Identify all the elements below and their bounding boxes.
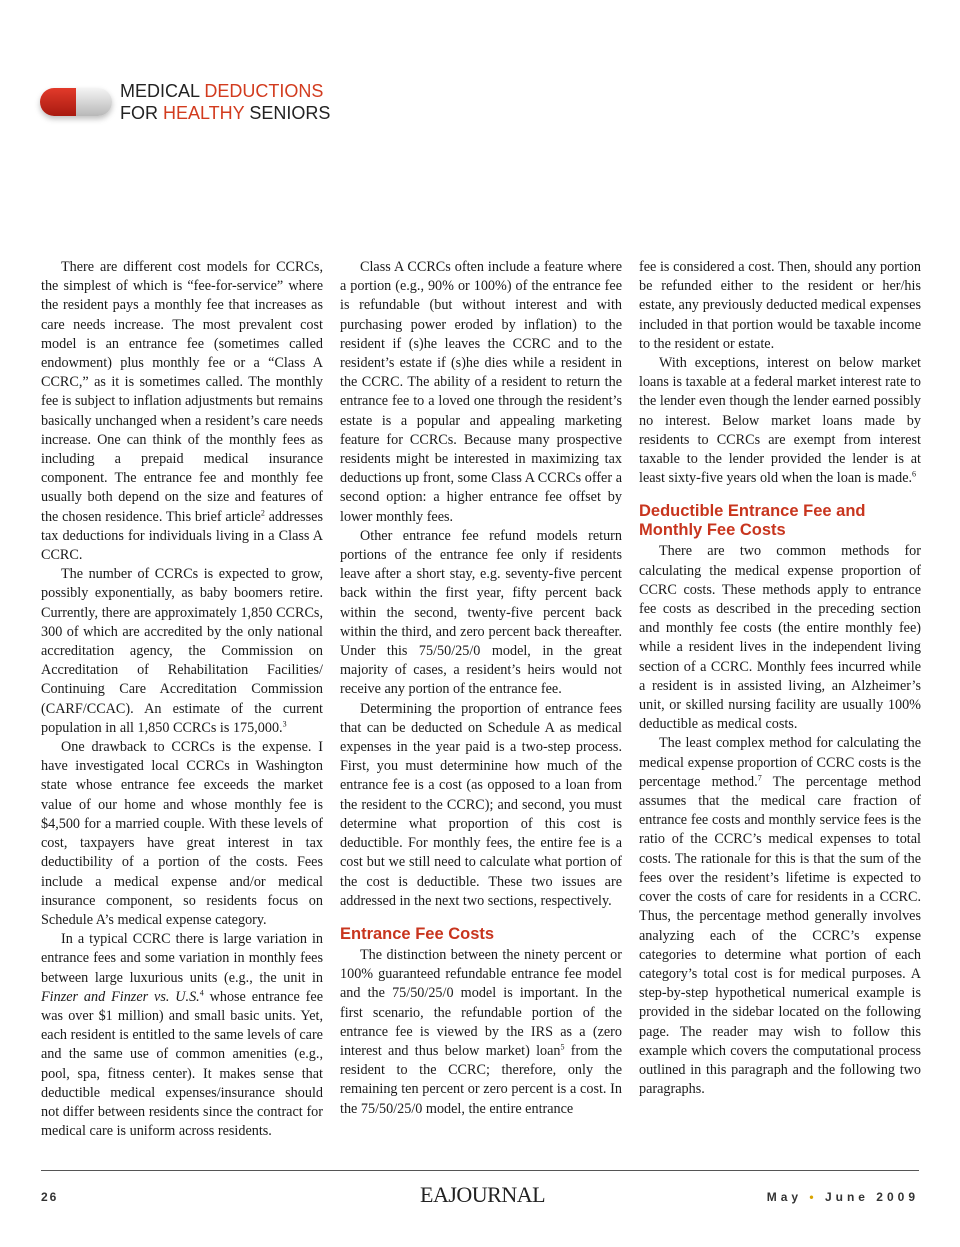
subheading: Deductible Entrance Fee and Monthly Fee Costs xyxy=(639,502,866,540)
paragraph: The distinction between the ninety percent or 100% guaranteed refundable entrance fee model and the 75/50/25/0 model is important. In the first scenario, the refundable portion of the entrance fee is viewed by the IRS as a (zero interest and thus below market) loan$^5$ from the resident to the CCRC; therefore, only the remaining ten percent or zero percent is a cost. In the 75/50/25/0 model, the entire entrance xyxy=(340,946,622,1117)
paragraph: Class A CCRCs often include a feature where a portion (e.g., 90% or 100%) of the entrance fee is refundable (but without interest and with purchasing power eroded by inflation) to the resident if (s)he leaves the CCRC and to the resident’s estate if (s)he dies while a resident in the CCRC. The ability of a resident to return the entrance fee to a loved one through the resident’s estate is a popular and appealing marketing feature for CCRCs. Because many prospective residents might be interested in maximizing tax deductions up front, some Class A CCRCs offer a second option: a higher entrance fee offset by lower monthly fees. xyxy=(340,259,622,525)
section-title: MEDICAL DEDUCTIONS FOR HEALTHY SENIORS xyxy=(120,81,331,123)
text-column-2 xyxy=(340,258,622,1119)
pill-capsule-icon xyxy=(40,88,112,116)
paragraph: One drawback to CCRCs is the expense. I have investigated local CCRCs in Washington state whose entrance fee exceeds the market value of our home and whose monthly fee is $4,500 for a married couple. With these levels of cost, taxpayers have great interest in tax deductibility of a portion of the costs. Fees include a medical expense and/or medical insurance component, so residents focus on Schedule A’s medical expense category. xyxy=(41,739,323,928)
paragraph: Determining the proportion of entrance fees that can be deducted on Schedule A as medical expenses in the year paid is a two-step process. First, you must determinine how much of the entrance fee is a cost (as opposed to a loan from the resident to the CCRC); and second, you must determine what proportion of this cost is deductible. For monthly fees, the entire fee is a cost but we still need to calculate what portion of the cost is deductible. These two issues are addressed in the next two sections, respectively. xyxy=(340,700,622,909)
page-number: 26 xyxy=(41,1190,59,1204)
journal-logo: EAJOURNAL xyxy=(420,1182,546,1207)
paragraph: fee is considered a cost. Then, should any portion be refunded either to the resident or her/his estate, any previously deducted medical expenses included in that portion would be taxable income to the resident or estate. xyxy=(639,259,921,352)
text-column-1 xyxy=(41,258,323,1141)
paragraph: Other entrance fee refund models return portions of the entrance fee only if residents leave after a short stay, e.g. seventy-five percent back within the first year, fifty percent back within the second, twenty-five percent back within the third, and zero percent back thereafter. Under this 75/50/25/0 model, in the great majority of cases, a resident’s heirs would not receive any portion of the entrance fee. xyxy=(340,527,622,698)
paragraph: The number of CCRCs is expected to grow, possibly exponentially, as baby boomers retire. Currently, there are approximately 1,850 CCRCs, 300 of which are accredited by the only national accreditation agency, the Commission on Accreditation of Rehabilitation Facilities/ Continuing Care Accreditation Commission (CARF/CCAC). An estimate of the current population in all 1,850 CCRCs is 175,000.$^3$ xyxy=(41,566,323,736)
subheading: Entrance Fee Costs xyxy=(340,924,495,943)
paragraph: The least complex method for calculating the medical expense proportion of CCRC costs is the percentage method.$^7$ The percentage method assumes that the medical care fraction of entrance fee costs and monthly service fees is the ratio of the CCRC’s medical expenses to total costs. The rationale for this is that the sum of the fees over the resident’s lifetime is expected to cover the costs of care for residents in a CCRC. Thus, the percentage method generally involves analyzing each of the CCRC’s expense categories to determine what portion of each category’s total cost is for medical purposes. A step-by-step hypothetical numerical example is provided in the sidebar located on the following page. The reader may wish to follow this example which covers the computational process outlined in this paragraph and the following two paragraphs. xyxy=(639,735,921,1098)
paragraph: There are different cost models for CCRCs, the simplest of which is “fee-for-service” where the resident pays a monthly fee that increases as care needs increase. The most prevalent cost model is an entrance fee (sometimes called endowment) plus monthly fee or a “Class A CCRC,” as it is sometimes called. The monthly fee is subject to inflation adjustments but remains basically unchanged when a resident’s care needs increase. One can think of the monthly fees as including a prepaid medical insurance component. The entrance fee and monthly fee usually both depend on the size and features of the chosen residence. This brief article$^2$ addresses tax deductions for individuals living in a Class A CCRC. xyxy=(41,259,323,564)
text-column-3 xyxy=(639,258,921,1099)
paragraph: There are two common methods for calculating the medical expense proportion of CCRC costs. These methods apply to entrance fee costs as described in the preceding section and monthly fee costs (the entire monthly fee) while a resident lives in the independent living section of a CCRC. Monthly fees incurred while a resident is in assisted living, an Alzheimer’s unit, or skilled nursing facility are usually 100% deductible as medical costs. xyxy=(639,543,921,733)
issue-date: May • June 2009 xyxy=(766,1190,919,1204)
paragraph: With exceptions, interest on below market loans is taxable at a federal market interest rate to the lender even though the lender earned possibly no interest. Below market loans made by residents to CCRCs are exempt from interest taxable to the lender provided the lender is at least sixty-five years old when the loan is made.$^6$ xyxy=(639,355,921,487)
paragraph: In a typical CCRC there is large variation in entrance fees and some variation in monthly fees between large luxurious units (e.g., the unit in Finzer and Finzer vs. U.S.$^4$ whose entrance fee was over $1 million) and small basic units. Yet, each resident is entitled to the same levels of care and the same use of common amenities (e.g., pool, spa, fitness center). It makes sense that deductible medical expenses/insurance should not differ between residents since the contract for medical care is uniform across residents. xyxy=(41,931,323,1140)
footer-divider xyxy=(41,1170,919,1171)
